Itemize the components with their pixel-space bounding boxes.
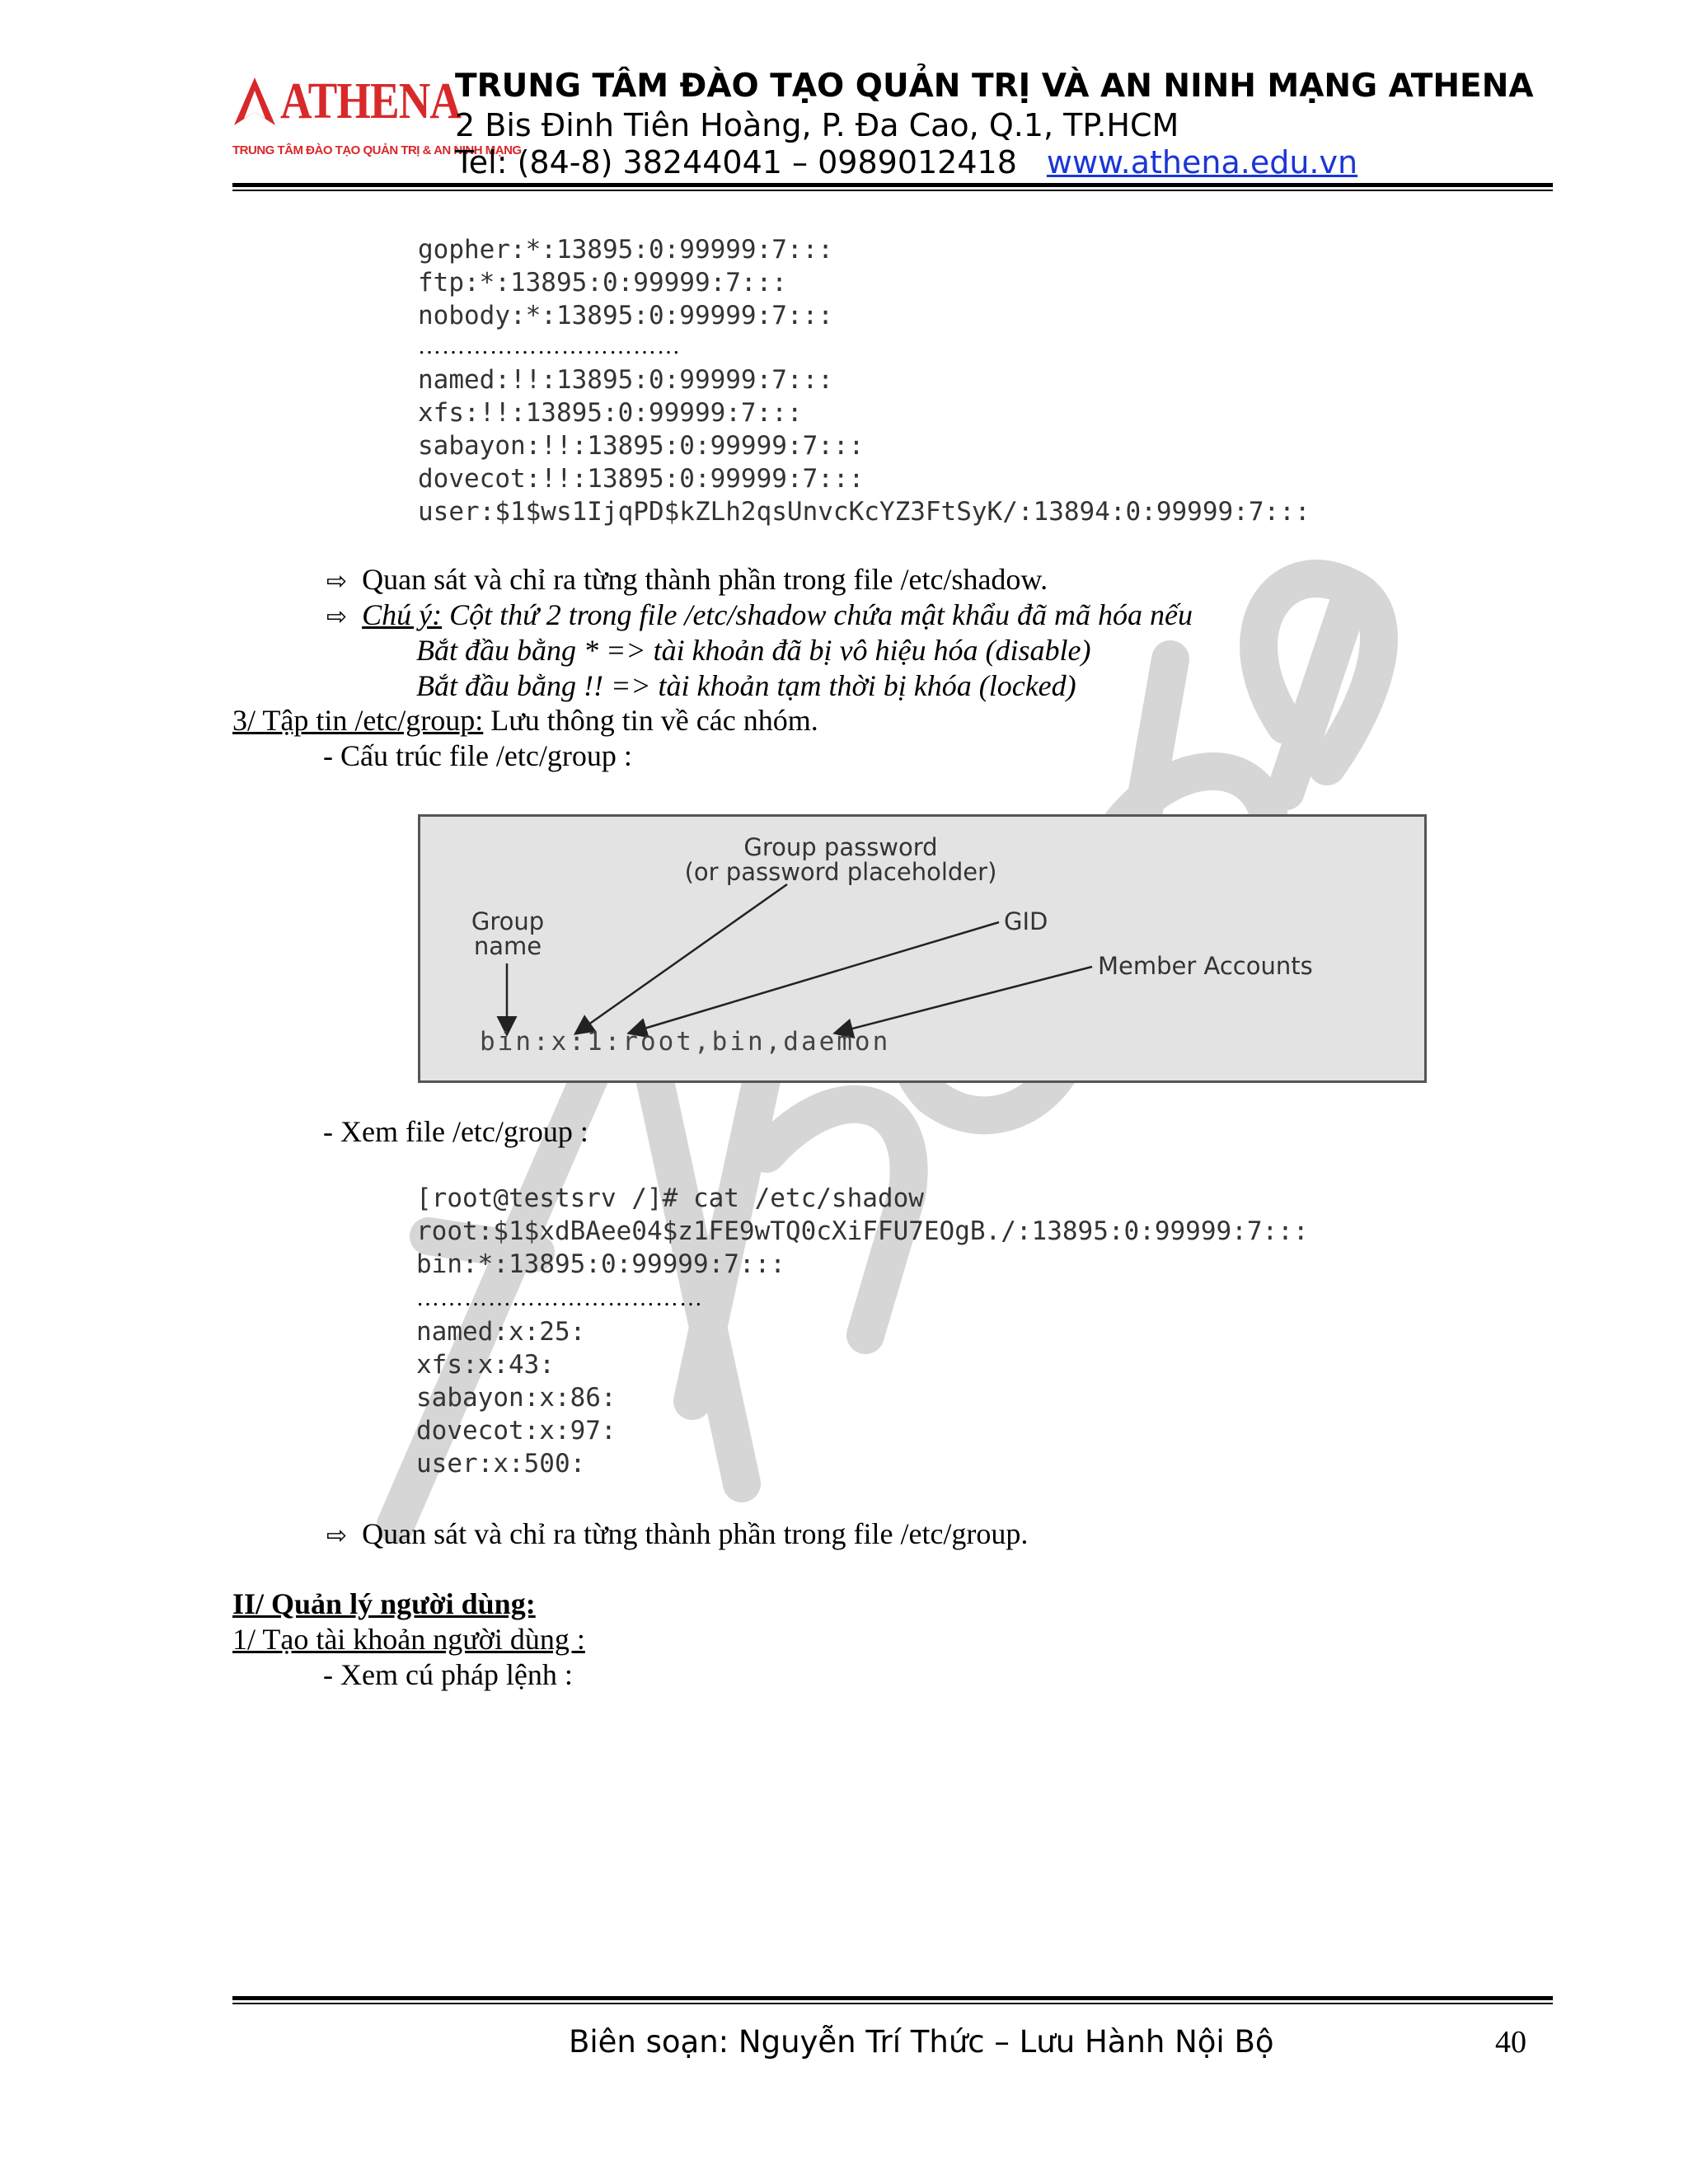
logo-emblem-icon xyxy=(232,76,277,127)
footer-rule xyxy=(232,1996,1553,2000)
code-line: root:$1$xdBAee04$z1FE9wTQ0cXiFFU7EOgB./:13895:0:99999:7::: xyxy=(416,1216,1309,1246)
ellipsis: ……………………………… xyxy=(416,1286,703,1311)
note-label: Chú ý: xyxy=(362,598,443,631)
observe-group-text: Quan sát và chỉ ra từng thành phần trong file /etc/group. xyxy=(362,1517,1029,1550)
code-line: user:$1$ws1IjqPD$kZLh2qsUnvcKcYZ3FtSyK/:13894:0:99999:7::: xyxy=(418,497,1311,527)
code-line: ftp:*:13895:0:99999:7::: xyxy=(418,268,787,298)
hollow-arrow-icon: ⇨ xyxy=(326,1521,348,1550)
ellipsis: …………………………… xyxy=(418,334,681,359)
section-3-desc: Lưu thông tin về các nhóm. xyxy=(483,704,818,737)
footer-author: Biên soạn: Nguyễn Trí Thức – Lưu Hành Nội Bộ xyxy=(569,2024,1274,2060)
header-contact xyxy=(455,144,1357,180)
code-line: gopher:*:13895:0:99999:7::: xyxy=(418,235,833,265)
diagram-code: bin:x:1:root,bin,daemon xyxy=(480,1027,891,1057)
hollow-arrow-icon: ⇨ xyxy=(326,602,348,631)
code-line: dovecot:x:97: xyxy=(416,1416,617,1446)
observe-group-item xyxy=(326,1516,1028,1552)
group-code-block xyxy=(416,1182,1309,1480)
code-line: user:x:500: xyxy=(416,1449,586,1479)
observe-shadow-text: Quan sát và chỉ ra từng thành phần trong file /etc/shadow. xyxy=(362,563,1048,596)
note-line-disable: Bắt đầu bằng * => tài khoản đã bị vô hiệu hóa (disable) xyxy=(416,634,1091,667)
code-line: xfs:!!:13895:0:99999:7::: xyxy=(418,398,803,428)
code-line: named:x:25: xyxy=(416,1317,586,1347)
note-item xyxy=(326,598,1193,633)
label-password-placeholder: (or password placeholder) xyxy=(684,858,997,886)
logo-text: ATHENA xyxy=(280,73,462,129)
label-member-accounts: Member Accounts xyxy=(1098,952,1313,980)
header-website-link[interactable]: www.athena.edu.vn xyxy=(1046,144,1358,180)
shadow-code-block xyxy=(418,233,1311,528)
section-3-title: 3/ Tập tin /etc/group: xyxy=(232,704,484,737)
code-line: nobody:*:13895:0:99999:7::: xyxy=(418,301,833,330)
code-line: named:!!:13895:0:99999:7::: xyxy=(418,365,833,395)
syntax-label: - Xem cú pháp lệnh : xyxy=(323,1658,573,1691)
section-2-1-heading: 1/ Tạo tài khoản người dùng : xyxy=(232,1623,585,1656)
header-title: TRUNG TÂM ĐÀO TẠO QUẢN TRỊ VÀ AN NINH MẠNG ATHENA xyxy=(455,68,1534,105)
group-structure-diagram xyxy=(418,814,1427,1083)
note-line-locked: Bắt đầu bằng !! => tài khoản tạm thời bị khóa (locked) xyxy=(416,669,1076,702)
header-tel: Tel: (84-8) 38244041 – 0989012418 xyxy=(455,144,1017,180)
code-line: xfs:x:43: xyxy=(416,1350,555,1380)
label-group: Group xyxy=(471,907,545,935)
header-rule-thin xyxy=(232,190,1553,191)
code-line: sabayon:!!:13895:0:99999:7::: xyxy=(418,431,865,461)
footer-rule-thin xyxy=(232,2003,1553,2004)
observe-shadow-item xyxy=(326,562,1048,598)
note-text: Cột thứ 2 trong file /etc/shadow chứa mật khẩu đã mã hóa nếu xyxy=(442,598,1193,631)
header-rule xyxy=(232,183,1553,187)
page-number: 40 xyxy=(1495,2025,1526,2060)
structure-label: - Cấu trúc file /etc/group : xyxy=(323,739,632,772)
section-2-heading: II/ Quản lý người dùng: xyxy=(232,1587,536,1620)
label-group-password: Group password xyxy=(743,833,938,861)
code-line: [root@testsrv /]# cat /etc/shadow xyxy=(416,1183,924,1213)
label-name: name xyxy=(473,932,542,960)
hollow-arrow-icon: ⇨ xyxy=(326,567,348,596)
logo-subtitle: TRUNG TÂM ĐÀO TẠO QUẢN TRỊ & AN NINH MẠNG xyxy=(232,143,522,157)
code-line: sabayon:x:86: xyxy=(416,1383,617,1413)
athena-logo xyxy=(232,73,522,166)
view-group-label: - Xem file /etc/group : xyxy=(323,1115,588,1148)
section-3-heading xyxy=(232,703,818,738)
code-line: bin:*:13895:0:99999:7::: xyxy=(416,1249,785,1279)
code-line: dovecot:!!:13895:0:99999:7::: xyxy=(418,464,865,494)
label-gid: GID xyxy=(1004,907,1048,935)
header-address: 2 Bis Đinh Tiên Hoàng, P. Đa Cao, Q.1, TP.HCM xyxy=(455,107,1179,143)
